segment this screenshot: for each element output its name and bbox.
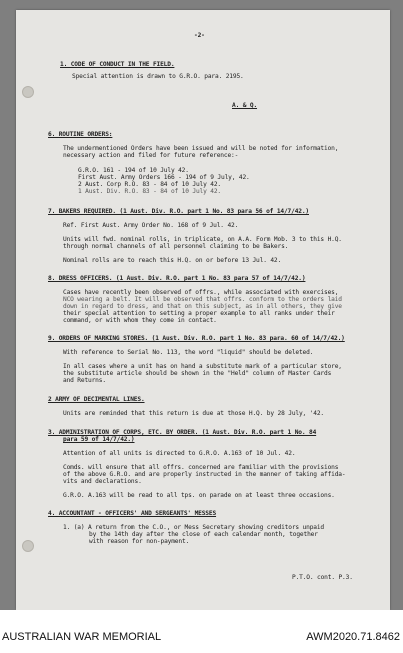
text-line: through normal channels of all personnel claiming to be Bakers. xyxy=(63,243,289,250)
text-line: necessary action and filed for future reference:- xyxy=(63,152,239,159)
document-page xyxy=(16,10,390,610)
text-line: down in regard to dress, and that on this subject, as in all others, they give xyxy=(63,303,342,310)
text-line: G.R.O. A.163 will be read to all tps. on parade on at least three occasions. xyxy=(63,492,335,499)
text-line: with reason for non-payment. xyxy=(89,538,190,545)
section-heading: 9. ORDERS OF MARKING STORES. (1 Aust. Div. R.O. part 1 No. 83 para. 60 of 14/7/42.) xyxy=(48,335,345,342)
text-line: First Aust. Army Orders 166 - 194 of 9 July, 42. xyxy=(78,174,250,181)
section-heading: 8. DRESS OFFICERS. (1 Aust. Div. R.O. part 1 No. 83 para 57 of 14/7/42.) xyxy=(48,275,306,282)
text-line: Attention of all units is directed to G.R.O. A.163 of 10 Jul. 42. xyxy=(63,450,296,457)
text-line: Ref. First Aust. Army Order No. 168 of 9 Jul. 42. xyxy=(63,222,239,229)
text-line: command, or with whom they come in contact. xyxy=(63,317,217,324)
punch-hole xyxy=(22,540,34,552)
text-line: Comds. will ensure that all offrs. concerned are familiar with the provisions xyxy=(63,464,339,471)
archive-reference: AWM2020.71.8462 xyxy=(306,631,400,643)
section-heading: 6. ROUTINE ORDERS: xyxy=(48,131,113,138)
section-heading: 1. CODE OF CONDUCT IN THE FIELD. xyxy=(60,61,175,68)
text-line: In all cases where a unit has on hand a substitute mark of a particular store, xyxy=(63,363,342,370)
section-heading: 4. ACCOUNTANT - OFFICERS' AND SERGEANTS' MESSES xyxy=(48,510,217,517)
text-line: of the above G.R.O. and are properly instructed in the manner of taking affida- xyxy=(63,471,346,478)
text-line: 2 Aust. Corp R.O. 83 - 84 of 10 July 42. xyxy=(78,181,222,188)
text-line: The undermentioned Orders have been issued and will be noted for information, xyxy=(63,145,339,152)
text-line: NCO wearing a belt. It will be observed that offrs. conform to the orders laid xyxy=(63,296,342,303)
text-line: With reference to Serial No. 113, the word "liquid" should be deleted. xyxy=(63,349,314,356)
text-line: the substitute article should be shown in the "Held" column of Master Cards xyxy=(63,370,332,377)
text-line: by the 14th day after the close of each calendar month, together xyxy=(89,531,318,538)
continuation-note: P.T.O. cont. P.3. xyxy=(292,574,353,581)
text-line: Cases have recently been observed of offrs., while associated with exercises, xyxy=(63,289,339,296)
text-line: Units will fwd. nominal rolls, in triplicate, on A.A. Form Mob. 3 to this H.Q. xyxy=(63,236,342,243)
section-heading: 7. BAKERS REQUIRED. (1 Aust. Div. R.O. part 1 No. 83 para 56 of 14/7/42.) xyxy=(48,208,309,215)
text-line: G.R.O. 161 - 194 of 10 July 42. xyxy=(78,167,189,174)
page-number: -2- xyxy=(194,32,205,39)
section-heading: 2 ARMY OF DECIMENTAL LINES. xyxy=(48,396,145,403)
text-line: Units are reminded that this return is due at those H.Q. by 28 July, '42. xyxy=(63,410,324,417)
archive-footer xyxy=(0,610,403,653)
text-line: 1 Aust. Div. R.O. 83 - 84 of 10 July 42. xyxy=(78,188,222,195)
text-line: their special attention to setting a proper example to all ranks under their xyxy=(63,310,335,317)
text-line: 1. (a) A return from the C.O., or Mess Secretary showing creditors unpaid xyxy=(63,524,324,531)
text-line: and Returns. xyxy=(63,377,106,384)
archive-name: AUSTRALIAN WAR MEMORIAL xyxy=(2,631,162,643)
section-heading: 3. ADMINISTRATION OF CORPS, ETC. BY ORDER. (1 Aust. Div. R.O. part 1 No. 84 xyxy=(48,429,317,436)
punch-hole xyxy=(22,86,34,98)
text-line: Nominal rolls are to reach this H.Q. on or before 13 Jul. 42. xyxy=(63,257,282,264)
text-line: Special attention is drawn to G.R.O. para. 2195. xyxy=(72,73,244,80)
text-line: vits and declarations. xyxy=(63,478,142,485)
section-heading: A. & Q. xyxy=(232,102,258,109)
section-heading-cont: para 59 of 14/7/42.) xyxy=(63,436,135,443)
